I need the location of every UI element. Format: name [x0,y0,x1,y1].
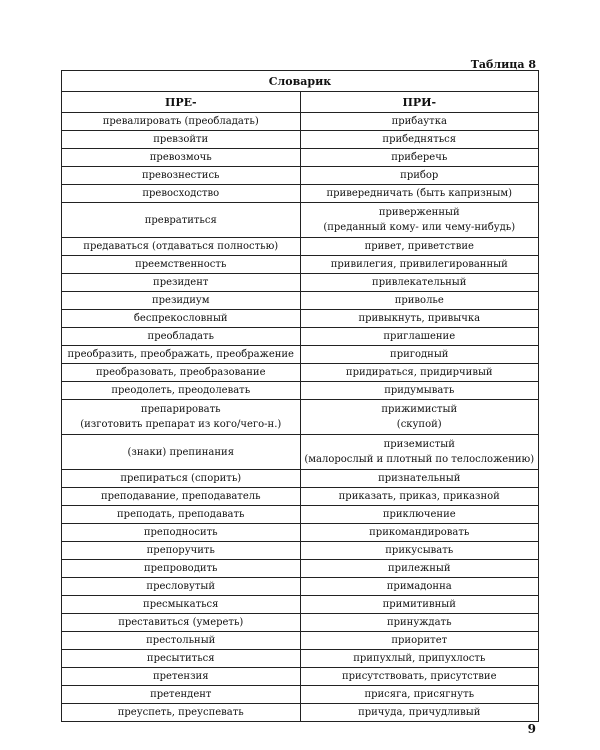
table-row [62,506,539,524]
table-row [62,488,539,506]
pri-word-cell: признательный [300,470,539,488]
table-row [62,310,539,328]
table-row [62,203,539,238]
table-row [62,382,539,400]
table-row [62,256,539,274]
table-caption: Таблица 8 [470,58,536,71]
pre-word-cell: преподать, преподавать [62,506,301,524]
pri-word-cell: прикусывать [300,542,539,560]
table-row [62,686,539,704]
pre-word-cell: превознестись [62,167,301,185]
pri-word-cell: привыкнуть, привычка [300,310,539,328]
pre-word-cell: предаваться (отдаваться полностью) [62,238,301,256]
pre-word-cell: президент [62,274,301,292]
pre-word-cell: пресытиться [62,650,301,668]
pre-word-cell: президиум [62,292,301,310]
pri-word-cell: причуда, причудливый [300,704,539,722]
pre-word-cell: беспрекословный [62,310,301,328]
pri-word-cell: пригодный [300,346,539,364]
pri-word-cell: приволье [300,292,539,310]
pre-word-cell: претендент [62,686,301,704]
column-header-pre: ПРЕ- [62,92,301,113]
pri-word-cell: прикомандировать [300,524,539,542]
pri-word-cell: приверженный (преданный кому- или чему-нибудь) [300,203,539,238]
table-title: Словарик [62,71,539,92]
pre-word-cell: преодолеть, преодолевать [62,382,301,400]
pri-word-cell: привет, приветствие [300,238,539,256]
pre-word-cell: преобразовать, преобразование [62,364,301,382]
pri-word-cell: привередничать (быть капризным) [300,185,539,203]
pre-word-cell: претензия [62,668,301,686]
page-number: 9 [527,722,536,736]
table-row [62,328,539,346]
pri-word-cell: приберечь [300,149,539,167]
pri-word-cell: присутствовать, присутствие [300,668,539,686]
pre-word-cell: преобладать [62,328,301,346]
pre-word-cell: преподносить [62,524,301,542]
table-row [62,435,539,470]
pri-word-cell: прибор [300,167,539,185]
pre-word-cell: (знаки) препинания [62,435,301,470]
pri-word-cell: приоритет [300,632,539,650]
pri-word-cell: примитивный [300,596,539,614]
table-row [62,578,539,596]
pri-word-cell: прибедняться [300,131,539,149]
pre-word-cell: препираться (спорить) [62,470,301,488]
pre-word-cell: превратиться [62,203,301,238]
pri-word-cell: приземистый (малорослый и плотный по телосложению) [300,435,539,470]
pri-word-cell: припухлый, припухлость [300,650,539,668]
table-row [62,131,539,149]
pre-word-cell: преподавание, преподаватель [62,488,301,506]
pre-word-cell: преемственность [62,256,301,274]
table-row [62,400,539,435]
table-row [62,149,539,167]
table-row [62,704,539,722]
table-row [62,346,539,364]
pri-word-cell: привлекательный [300,274,539,292]
pri-word-cell: приглашение [300,328,539,346]
dictionary-table [61,70,539,722]
table-row [62,274,539,292]
pre-word-cell: превозмочь [62,149,301,167]
table-row [62,596,539,614]
column-header-pri: ПРИ- [300,92,539,113]
table-row [62,632,539,650]
pre-word-cell: превосходство [62,185,301,203]
pri-word-cell: прибаутка [300,113,539,131]
pre-word-cell: превалировать (преобладать) [62,113,301,131]
table-row [62,524,539,542]
pri-word-cell: принуждать [300,614,539,632]
pre-word-cell: престольный [62,632,301,650]
pri-word-cell: привилегия, привилегированный [300,256,539,274]
pre-word-cell: превзойти [62,131,301,149]
pri-word-cell: примадонна [300,578,539,596]
pri-word-cell: прилежный [300,560,539,578]
pre-word-cell: препроводить [62,560,301,578]
pre-word-cell: препарировать (изготовить препарат из кого/чего-н.) [62,400,301,435]
pre-word-cell: преставиться (умереть) [62,614,301,632]
pre-word-cell: препоручить [62,542,301,560]
table-row [62,238,539,256]
table-row [62,185,539,203]
pri-word-cell: придумывать [300,382,539,400]
pri-word-cell: приключение [300,506,539,524]
table-row [62,650,539,668]
table-row [62,470,539,488]
table-row [62,113,539,131]
table-row [62,542,539,560]
pre-word-cell: преобразить, преображать, преображение [62,346,301,364]
pri-word-cell: прижимистый (скупой) [300,400,539,435]
table-row [62,668,539,686]
pre-word-cell: пресмыкаться [62,596,301,614]
pre-word-cell: пресловутый [62,578,301,596]
table-row [62,364,539,382]
pri-word-cell: присяга, присягнуть [300,686,539,704]
table-row [62,560,539,578]
pre-word-cell: преуспеть, преуспевать [62,704,301,722]
table-row [62,167,539,185]
pri-word-cell: придираться, придирчивый [300,364,539,382]
dictionary-body [62,113,539,722]
table-row [62,292,539,310]
pri-word-cell: приказать, приказ, приказной [300,488,539,506]
table-row [62,614,539,632]
